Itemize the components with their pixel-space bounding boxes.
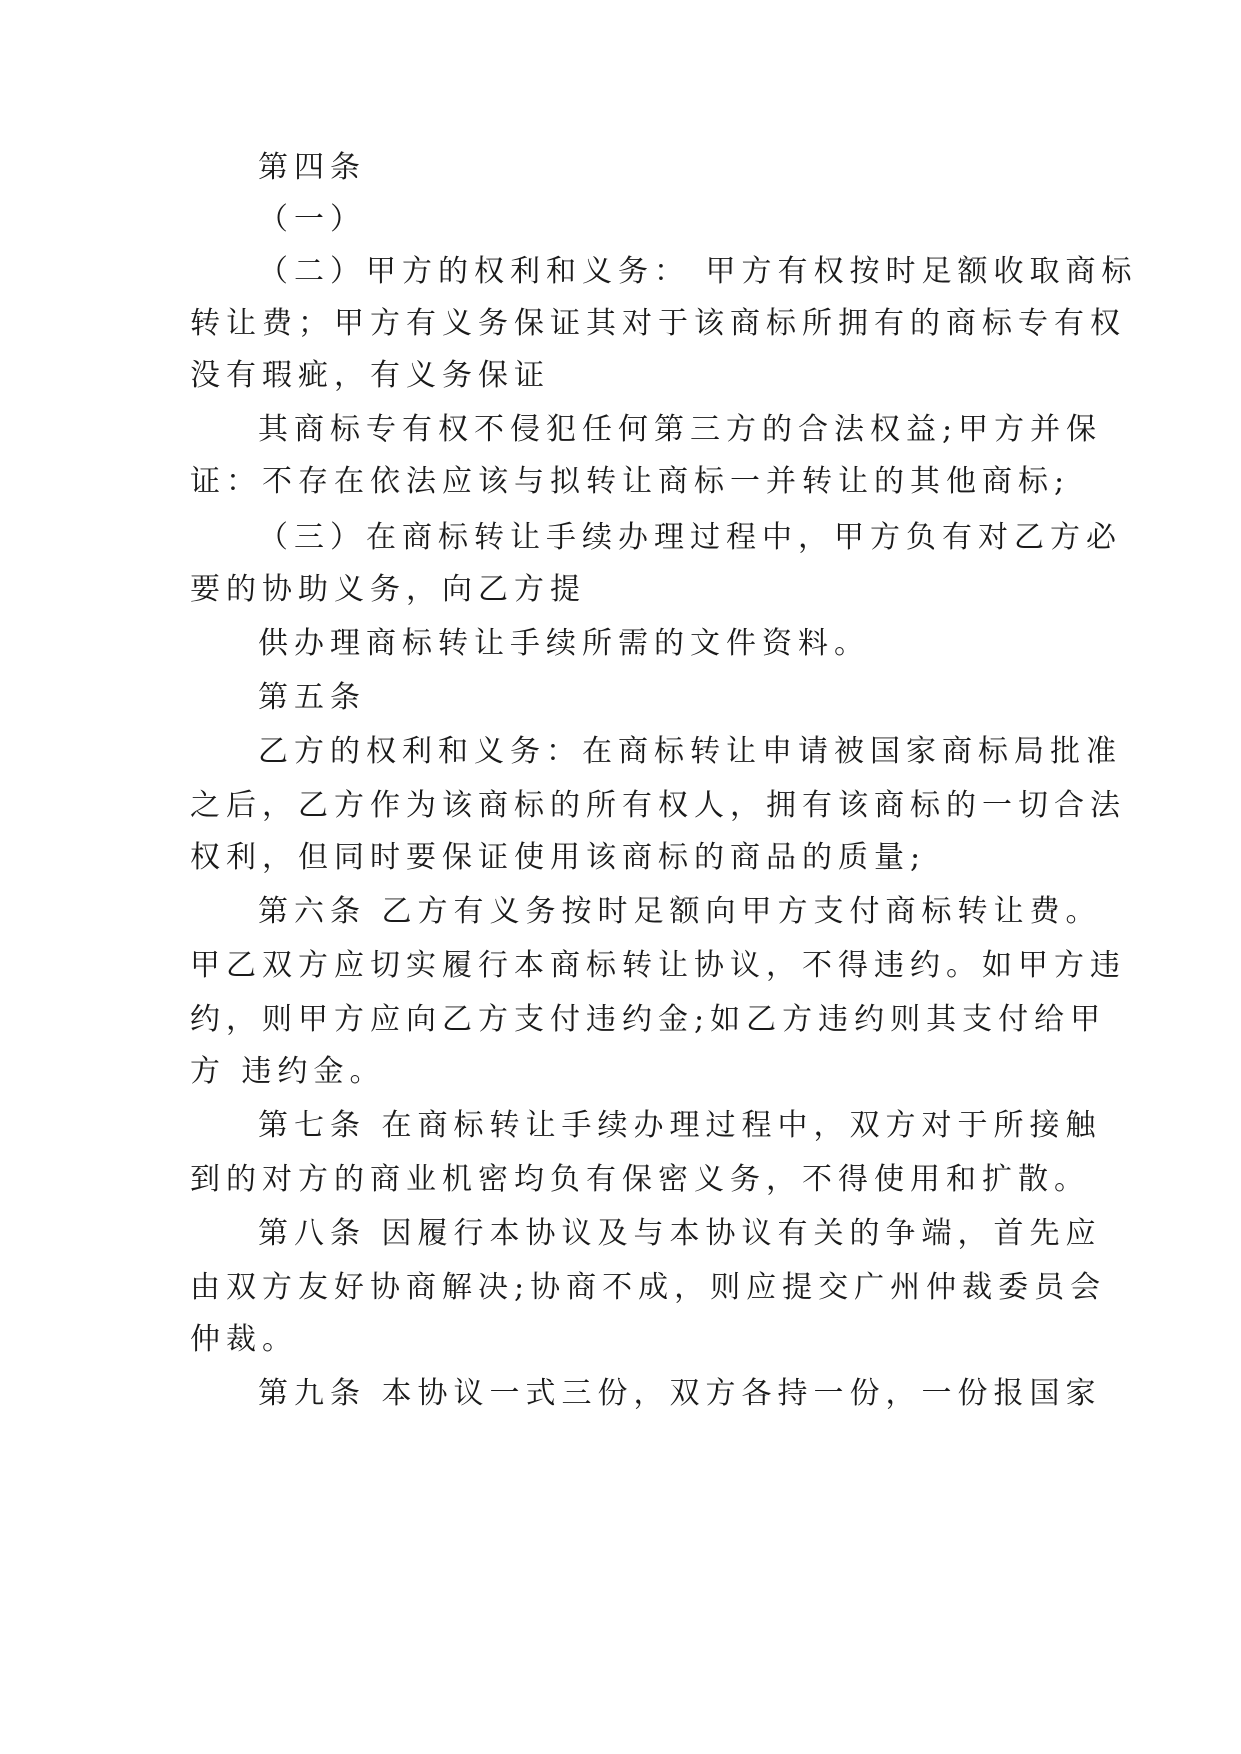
text-line: （三）在商标转让手续办理过程中，甲方负有对乙方必 (258, 520, 1122, 555)
text-line: 甲乙双方应切实履行本商标转让协议，不得违约。如甲方违 (190, 948, 1126, 983)
text-line: 要的协助义务，向乙方提 (190, 572, 586, 607)
text-line: 由双方友好协商解决;协商不成，则应提交广州仲裁委员会 (190, 1270, 1107, 1305)
text-line: 仲裁。 (190, 1322, 298, 1357)
text-line: 到的对方的商业机密均负有保密义务，不得使用和扩散。 (190, 1162, 1090, 1197)
text-line: 没有瑕疵，有义务保证 (190, 358, 550, 393)
text-line: 证：不存在依法应该与拟转让商标一并转让的其他商标; (190, 464, 1071, 499)
text-line: 约，则甲方应向乙方支付违约金;如乙方违约则其支付给甲 (190, 1002, 1107, 1037)
text-line: （一） (258, 202, 366, 237)
text-line: 第八条 因履行本协议及与本协议有关的争端，首先应 (258, 1216, 1102, 1251)
text-line: 转让费；甲方有义务保证其对于该商标所拥有的商标专有权 (190, 306, 1126, 341)
text-line: 第四条 (258, 150, 366, 185)
text-line: 第九条 本协议一式三份，双方各持一份，一份报国家 (258, 1376, 1102, 1411)
text-line: 第五条 (258, 680, 366, 715)
text-line: 之后，乙方作为该商标的所有权人，拥有该商标的一切合法 (190, 788, 1126, 823)
text-line: （二）甲方的权利和义务： 甲方有权按时足额收取商标 (258, 254, 1138, 289)
text-line: 其商标专有权不侵犯任何第三方的合法权益;甲方并保 (258, 412, 1103, 447)
text-line: 乙方的权利和义务：在商标转让申请被国家商标局批准 (258, 734, 1122, 769)
text-line: 权利，但同时要保证使用该商标的商品的质量; (190, 840, 927, 875)
text-line: 方 违约金。 (190, 1054, 386, 1089)
text-line: 第七条 在商标转让手续办理过程中，双方对于所接触 (258, 1108, 1102, 1143)
text-line: 第六条 乙方有义务按时足额向甲方支付商标转让费。 (258, 894, 1102, 929)
text-line: 供办理商标转让手续所需的文件资料。 (258, 626, 870, 661)
